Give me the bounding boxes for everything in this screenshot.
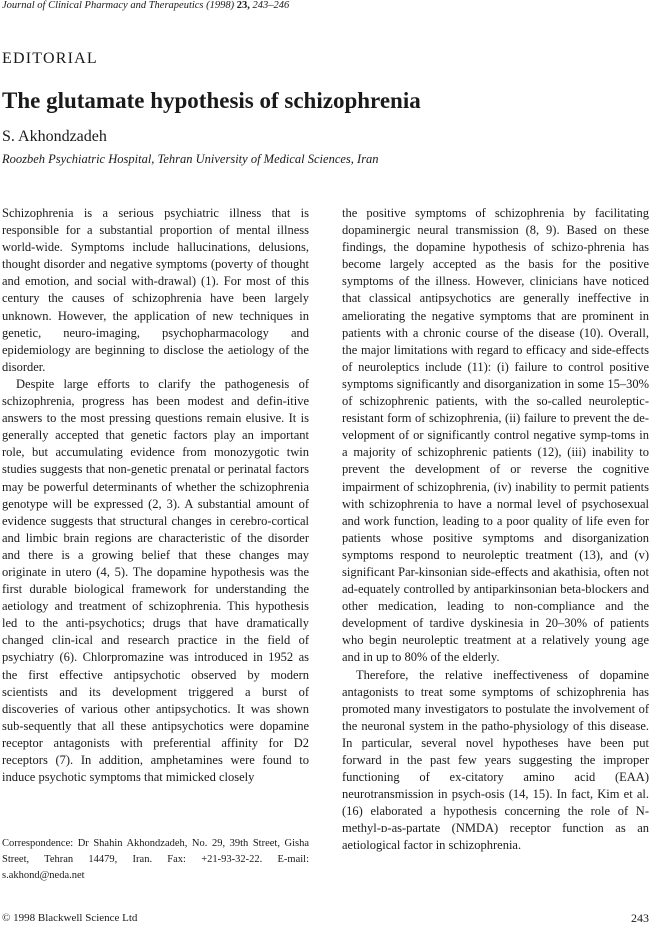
journal-name: Journal of Clinical Pharmacy and Therapeutics xyxy=(2,0,204,11)
body-column-left xyxy=(2,205,309,786)
article-title: The glutamate hypothesis of schizophrenia xyxy=(2,88,421,113)
journal-year: (1998) xyxy=(206,0,235,11)
paragraph: Therefore, the relative ineffectiveness of dopamine antagonists to treat some symptoms of schizophrenia has promoted many investigators to postulate the involvement of the neuronal system in the patho-physiology of this disease. In particular, several novel hypotheses have been put forward in the past few years suggesting the improper functioning of ex-citatory amino acid (EAA) neurotransmission in psych-osis (14, 15). In fact, Kim et al. (16) elaborated a hypothesis concerning the role of N-methyl-ᴅ-as-partate (NMDA) receptor function as an aetiological factor in schizophrenia. xyxy=(342,667,649,853)
journal-volume: 23, xyxy=(236,0,250,11)
page-number: 243 xyxy=(631,911,649,925)
paragraph: Schizophrenia is a serious psychiatric illness that is responsible for a substantial proportion of mental illness world-wide. Symptoms include hallucinations, delusions, thought disorder and negative symptoms (poverty of thought and emotion, and social with-drawal) (1). For most of this century the causes of schizophrenia have been largely unknown. However, the application of new techniques in genetic, neuro-imaging, psychopharmacology and epidemiology are beginning to disclose the aetiology of the disorder. xyxy=(2,206,309,374)
copyright-notice: © 1998 Blackwell Science Ltd xyxy=(2,912,138,924)
journal-pages: 243–246 xyxy=(252,0,290,11)
section-label: EDITORIAL xyxy=(2,50,98,67)
body-column-right xyxy=(342,205,649,855)
paragraph: Despite large efforts to clarify the pathogenesis of schizophrenia, progress has been modest and defin-itive answers to the most pressing questions remain elusive. It is generally accepted that genetic factors play an important role, but accumulating evidence from monozygotic twin studies suggests that non-genetic prenatal or perinatal factors may be powerful determinants of whether the schizophrenia genotype will be expressed (2, 3). A substantial amount of evidence suggests that structural changes in cerebro-cortical and limbic brain regions are characteristic of the disorder and there is a growing belief that these changes may originate in utero (4, 5). The dopamine hypothesis was the first durable biological framework for understanding the aetiology and treatment of schizophrenia. This hypothesis led to the anti-psychotics; drugs that have dramatically changed clin-ical and research practice in the field of psychiatry (6). Chlorpromazine was introduced in 1952 as the first effective antipsychotic observed by modern scientists and its development triggered a burst of discoveries of various other antipsychotics. It was shown sub-sequently that all these antipsychotics were dopamine receptor antagonists with preferential affinity for D2 receptors (7). In addition, amphetamines were found to induce psychotic symptoms that mimicked closely xyxy=(2,376,309,785)
author-name: S. Akhondzadeh xyxy=(2,128,107,145)
running-header xyxy=(2,0,289,11)
paragraph: the positive symptoms of schizophrenia by facilitating dopaminergic neural transmission (8, 9). Based on these findings, the dopamine hypothesis of schizo-phrenia has become largely accepted as the basis for the positive symptoms of the illness. However, clinicians have noticed that classical antipsychotics are generally ineffective in ameliorating the negative symptoms that are prominent in patients with a chronic course of the disease (10). Overall, the major limitations with regard to efficacy and side-effects of neuroleptics include (11): (i) failure to control positive symptoms significantly and disorganization in some 15–30% of schizophrenic patients, with the so-called neuroleptic-resistant form of schizophrenia, (ii) failure to prevent the de-velopment of or significantly control negative symp-toms in a majority of schizophrenic patients (12), (iii) inability to prevent the development of or reverse the cognitive impairment of schizophrenia, (iv) inability to permit patients with schizophrenia to have a normal level of psychosexual and work function, leading to a poor quality of life even for patients whose positive symptoms and disorganization symptoms respond to neuroleptic treatment (13), and (v) significant Par-kinsonian side-effects and akathisia, often not ad-equately controlled by antiparkinsonian beta-blockers and other medication, leading to non-compliance and the development of tardive dyskinesia in 20–30% of patients who begin neuroleptic treatment at a relatively young age and in up to 80% of the elderly. xyxy=(342,206,649,665)
correspondence-note: Correspondence: Dr Shahin Akhondzadeh, No. 29, 39th Street, Gisha Street, Tehran 14479, Iran. Fax: +21-93-32-22. E-mail: s.akhond@neda.net xyxy=(2,838,309,881)
author-affiliation: Roozbeh Psychiatric Hospital, Tehran University of Medical Sciences, Iran xyxy=(2,152,379,166)
